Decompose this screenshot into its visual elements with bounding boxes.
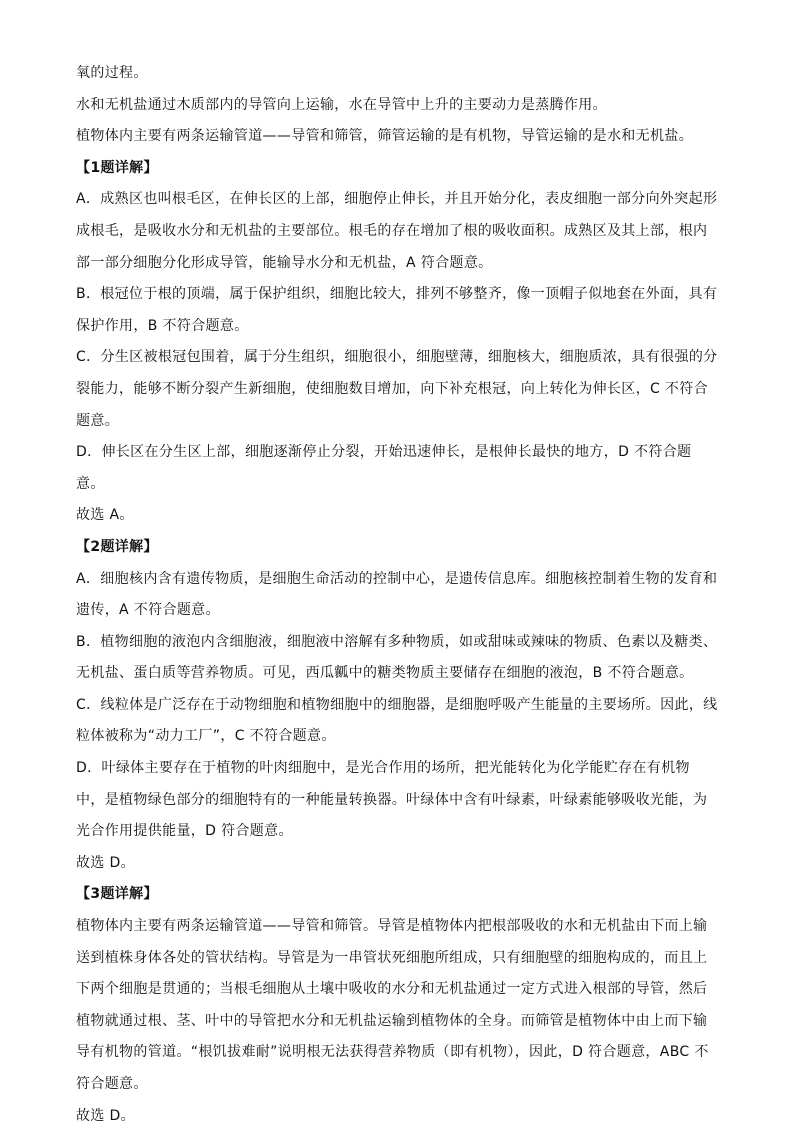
paragraph-q3-answer: 故选 D。 — [76, 1107, 135, 1124]
paragraph-q2-option-c: C．线粒体是广泛存在于动物细胞和植物细胞中的细胞器，是细胞呼吸产生能量的主要场所。因此，线粒体被称为“动力工厂”，C 不符合题意。 — [76, 696, 718, 745]
paragraph-intro-end: 氧的过程。 — [76, 65, 148, 81]
paragraph-q3-explanation: 植物体内主要有两条运输管道——导管和筛管。导管是植物体内把根部吸收的水和无机盐由下而上输送到植株身体各处的管状结构。导管是为一串管状死细胞所组成，只有细胞壁的细胞构成的，而且上下两个细胞是贯通的；当根毛细胞从土壤中吸收的水分和无机盐通过一定方式进入根部的导管，然后植物就通过根、茎、叶中的导管把水分和无机盐运输到植物体的全身。而筛管是植物体中由上而下输导有机物的管道。“根饥拔难耐”说明根无法获得营养物质（即有机物），因此，D 符合题意，ABC 不符合题意。 — [76, 918, 709, 1092]
paragraph-q2-option-b: B．植物细胞的液泡内含细胞液，细胞液中溶解有多种物质，如或甜味或辣味的物质、色素以及糖类、无机盐、蛋白质等营养物质。可见，西瓜瓤中的糖类物质主要储存在细胞的液泡，B 不符合题意。 — [76, 633, 718, 682]
paragraph-q2-option-d: D．叶绿体主要存在于植物的叶肉细胞中，是光合作用的场所，把光能转化为化学能贮存在有机物中，是植物绿色部分的细胞特有的一种能量转换器。叶绿体中含有叶绿素，叶绿素能够吸收光能，为光合作用提供能量，D 符合题意。 — [76, 760, 708, 840]
paragraph-q1-answer: 故选 A。 — [76, 507, 134, 524]
paragraph-q1-option-a: A．成熟区也叫根毛区，在伸长区的上部，细胞停止伸长，并且开始分化，表皮细胞一部分向外突起形成根毛，是吸收水分和无机盐的主要部位。根毛的存在增加了根的吸收面积。成熟区及其上部，根内部一部分细胞分化形成导管，能输导水分和无机盐，A 符合题意。 — [76, 191, 718, 271]
paragraph-q1-option-c: C．分生区被根冠包围着，属于分生组织，细胞很小，细胞壁薄，细胞核大，细胞质浓，具有很强的分裂能力，能够不断分裂产生新细胞，使细胞数目增加，向下补充根冠，向上转化为伸长区，C 不符合题意。 — [76, 349, 718, 429]
section-heading-q3: 【3题详解】 — [76, 886, 158, 903]
paragraph-q1-option-b: B．根冠位于根的顶端，属于保护组织，细胞比较大，排列不够整齐，像一顶帽子似地套在外面，具有保护作用，B 不符合题意。 — [76, 286, 718, 334]
paragraph-xylem-transport: 水和无机盐通过木质部内的导管向上运输，水在导管中上升的主要动力是蒸腾作用。 — [76, 96, 607, 113]
paragraph-q2-answer: 故选 D。 — [76, 854, 135, 871]
paragraph-transport-pipes: 植物体内主要有两条运输管道——导管和筛管，筛管运输的是有机物，导管运输的是水和无机盐。 — [76, 128, 694, 145]
paragraph-q2-option-a: A．细胞核内含有遗传物质，是细胞生命活动的控制中心，是遗传信息库。细胞核控制着生物的发育和遗传，A 不符合题意。 — [76, 570, 718, 619]
section-heading-q2: 【2题详解】 — [76, 538, 158, 555]
document-body — [76, 58, 718, 1132]
section-heading-q1: 【1题详解】 — [76, 159, 158, 176]
paragraph-q1-option-d: D．伸长区在分生区上部，细胞逐渐停止分裂，开始迅速伸长，是根伸长最快的地方，D 不符合题意。 — [76, 444, 692, 492]
